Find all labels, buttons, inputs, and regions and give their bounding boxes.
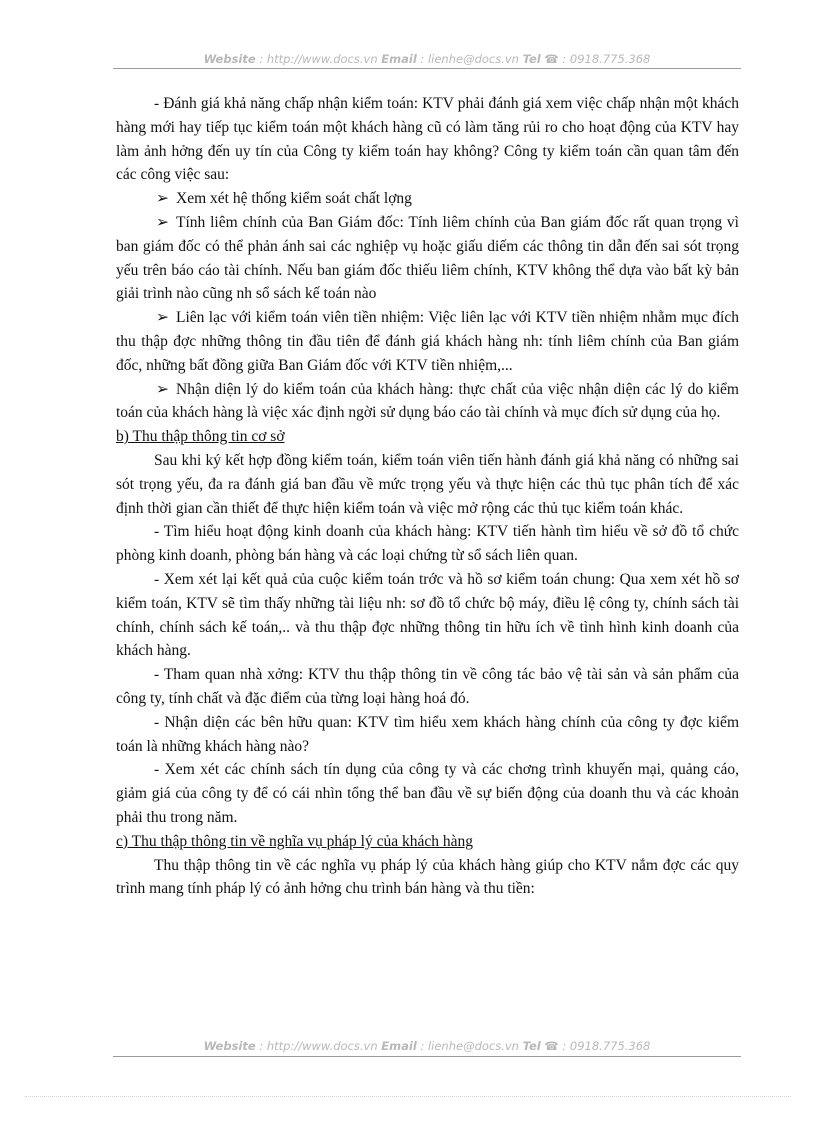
body-text bbox=[116, 92, 739, 901]
bullet-text: Xem xét hệ thống kiểm soát chất lợng bbox=[176, 190, 412, 208]
paragraph-legal-obligations: Thu thập thông tin về các nghĩa vụ pháp lý của khách hàng giúp cho KTV nắm đợc các quy trình mang tính pháp lý có ảnh hởng chu trình bán hàng và thu tiền: bbox=[116, 856, 739, 898]
website-label: Website bbox=[203, 52, 256, 66]
email-label: Email bbox=[381, 1039, 417, 1053]
footer-rule bbox=[113, 1056, 741, 1057]
bullet-integrity bbox=[116, 211, 739, 306]
bullet-text: Liên lạc với kiểm toán viên tiền nhiệm: Việc liên lạc với KTV tiền nhiệm nhằm mục đích thu thập đợc những thông tin đầu tiên để đánh giá khách hàng nh: tính liêm chính của Ban giám đốc, những bất đồng giữa Ban Giám đốc với KTV tiền nhiệm,... bbox=[116, 309, 739, 374]
header-rule bbox=[113, 68, 741, 69]
arrow-bullet-icon: ➢ bbox=[156, 190, 169, 208]
email-text: : lienhe@docs.vn bbox=[416, 1039, 523, 1053]
email-text: : lienhe@docs.vn bbox=[416, 52, 523, 66]
tel-label: Tel bbox=[522, 1039, 541, 1053]
website-text: : http://www.docs.vn bbox=[255, 1039, 382, 1053]
email-label: Email bbox=[381, 52, 417, 66]
bullet-predecessor bbox=[116, 306, 739, 377]
tel-text: ☎ : 0918.775.368 bbox=[540, 1039, 651, 1053]
bullet-text: Nhận diện lý do kiểm toán của khách hàng: thực chất của việc nhận diện các lý do kiểm toán của khách hàng là việc xác định ngời sử dụng báo cáo tài chính và mục đích sử dụng của họ. bbox=[116, 380, 739, 422]
paragraph-credit-policy: - Xem xét các chính sách tín dụng của công ty và các chơng trình khuyến mại, quảng cáo, giảm giá của công ty để có cái nhìn tổng thể ban đầu về sự biến động của doanh thu và các khoản phải thu trong năm. bbox=[116, 761, 739, 826]
paragraph-acceptance: - Đánh giá khả năng chấp nhận kiểm toán: KTV phải đánh giá xem việc chấp nhận một khách hàng mới hay tiếp tục kiểm toán một khách hàng cũ có làm tăng rủi ro cho hoạt động của KTV hay làm ảnh hởng đến uy tín của Công ty kiểm toán hay không? Công ty kiểm toán cần quan tâm đến các công việc sau: bbox=[116, 95, 739, 184]
page-edge-dotted-line bbox=[25, 1096, 791, 1097]
paragraph-prior-audit: - Xem xét lại kết quả của cuộc kiểm toán trớc và hồ sơ kiểm toán chung: Qua xem xét hồ sơ kiểm toán, KTV sẽ tìm thấy những tài liệu nh: sơ đồ tổ chức bộ máy, điều lệ công ty, chính sách tài chính, chính sách kế toán,.. và thu thập đợc những thông tin hữu ích về tình hình kinh doanh của khách hàng. bbox=[116, 570, 739, 660]
arrow-bullet-icon: ➢ bbox=[156, 309, 169, 327]
paragraph-site-visit: - Tham quan nhà xởng: KTV thu thập thông tin về công tác bảo vệ tài sản và sản phẩm của công ty, tính chất và đặc điểm của từng loại hàng hoá đó. bbox=[116, 666, 739, 707]
section-heading-b: b) Thu thập thông tin cơ sở bbox=[116, 428, 285, 446]
arrow-bullet-icon: ➢ bbox=[156, 213, 169, 231]
arrow-bullet-icon: ➢ bbox=[156, 380, 169, 398]
tel-label: Tel bbox=[522, 52, 541, 66]
tel-text: ☎ : 0918.775.368 bbox=[540, 52, 651, 66]
paragraph-related-parties: - Nhận diện các bên hữu quan: KTV tìm hiểu xem khách hàng chính của công ty đợc kiểm toán là những khách hàng nào? bbox=[116, 713, 739, 755]
bullet-audit-reasons bbox=[116, 378, 739, 426]
page-header bbox=[113, 52, 741, 66]
paragraph-basic-info: Sau khi ký kết hợp đồng kiểm toán, kiểm toán viên tiến hành đánh giá khả năng có những sai sót trọng yếu, đa ra đánh giá ban đầu về mức trọng yếu và thực hiện các thủ tục phân tích để xác định thời gian cần thiết để thực hiện kiểm toán và việc mở rộng các thủ tục kiểm toán khác. bbox=[116, 451, 739, 517]
website-label: Website bbox=[203, 1039, 256, 1053]
website-text: : http://www.docs.vn bbox=[255, 52, 382, 66]
page-footer bbox=[113, 1039, 741, 1053]
paragraph-business-activity: - Tìm hiểu hoạt động kinh doanh của khách hàng: KTV tiến hành tìm hiểu về sở đồ tổ chức phòng kinh doanh, phòng bán hàng và các loại chứng từ sổ sách liên quan. bbox=[116, 523, 739, 565]
bullet-quality-control bbox=[116, 187, 739, 211]
section-heading-c: c) Thu thập thông tin về nghĩa vụ pháp lý của khách hàng bbox=[116, 832, 473, 850]
bullet-text: Tính liêm chính của Ban Giám đốc: Tính liêm chính của Ban giám đốc rất quan trọng vì ban giám đốc có thể phản ánh sai các nghiệp vụ hoặc giấu diếm các thông tin dẫn đến sai sót trọng yếu trên báo cáo tài chính. Nếu ban giám đốc thiếu liêm chính, KTV không thể dựa vào bất kỳ bản giải trình nào cũng nh sổ sách kế toán nào bbox=[116, 213, 739, 303]
